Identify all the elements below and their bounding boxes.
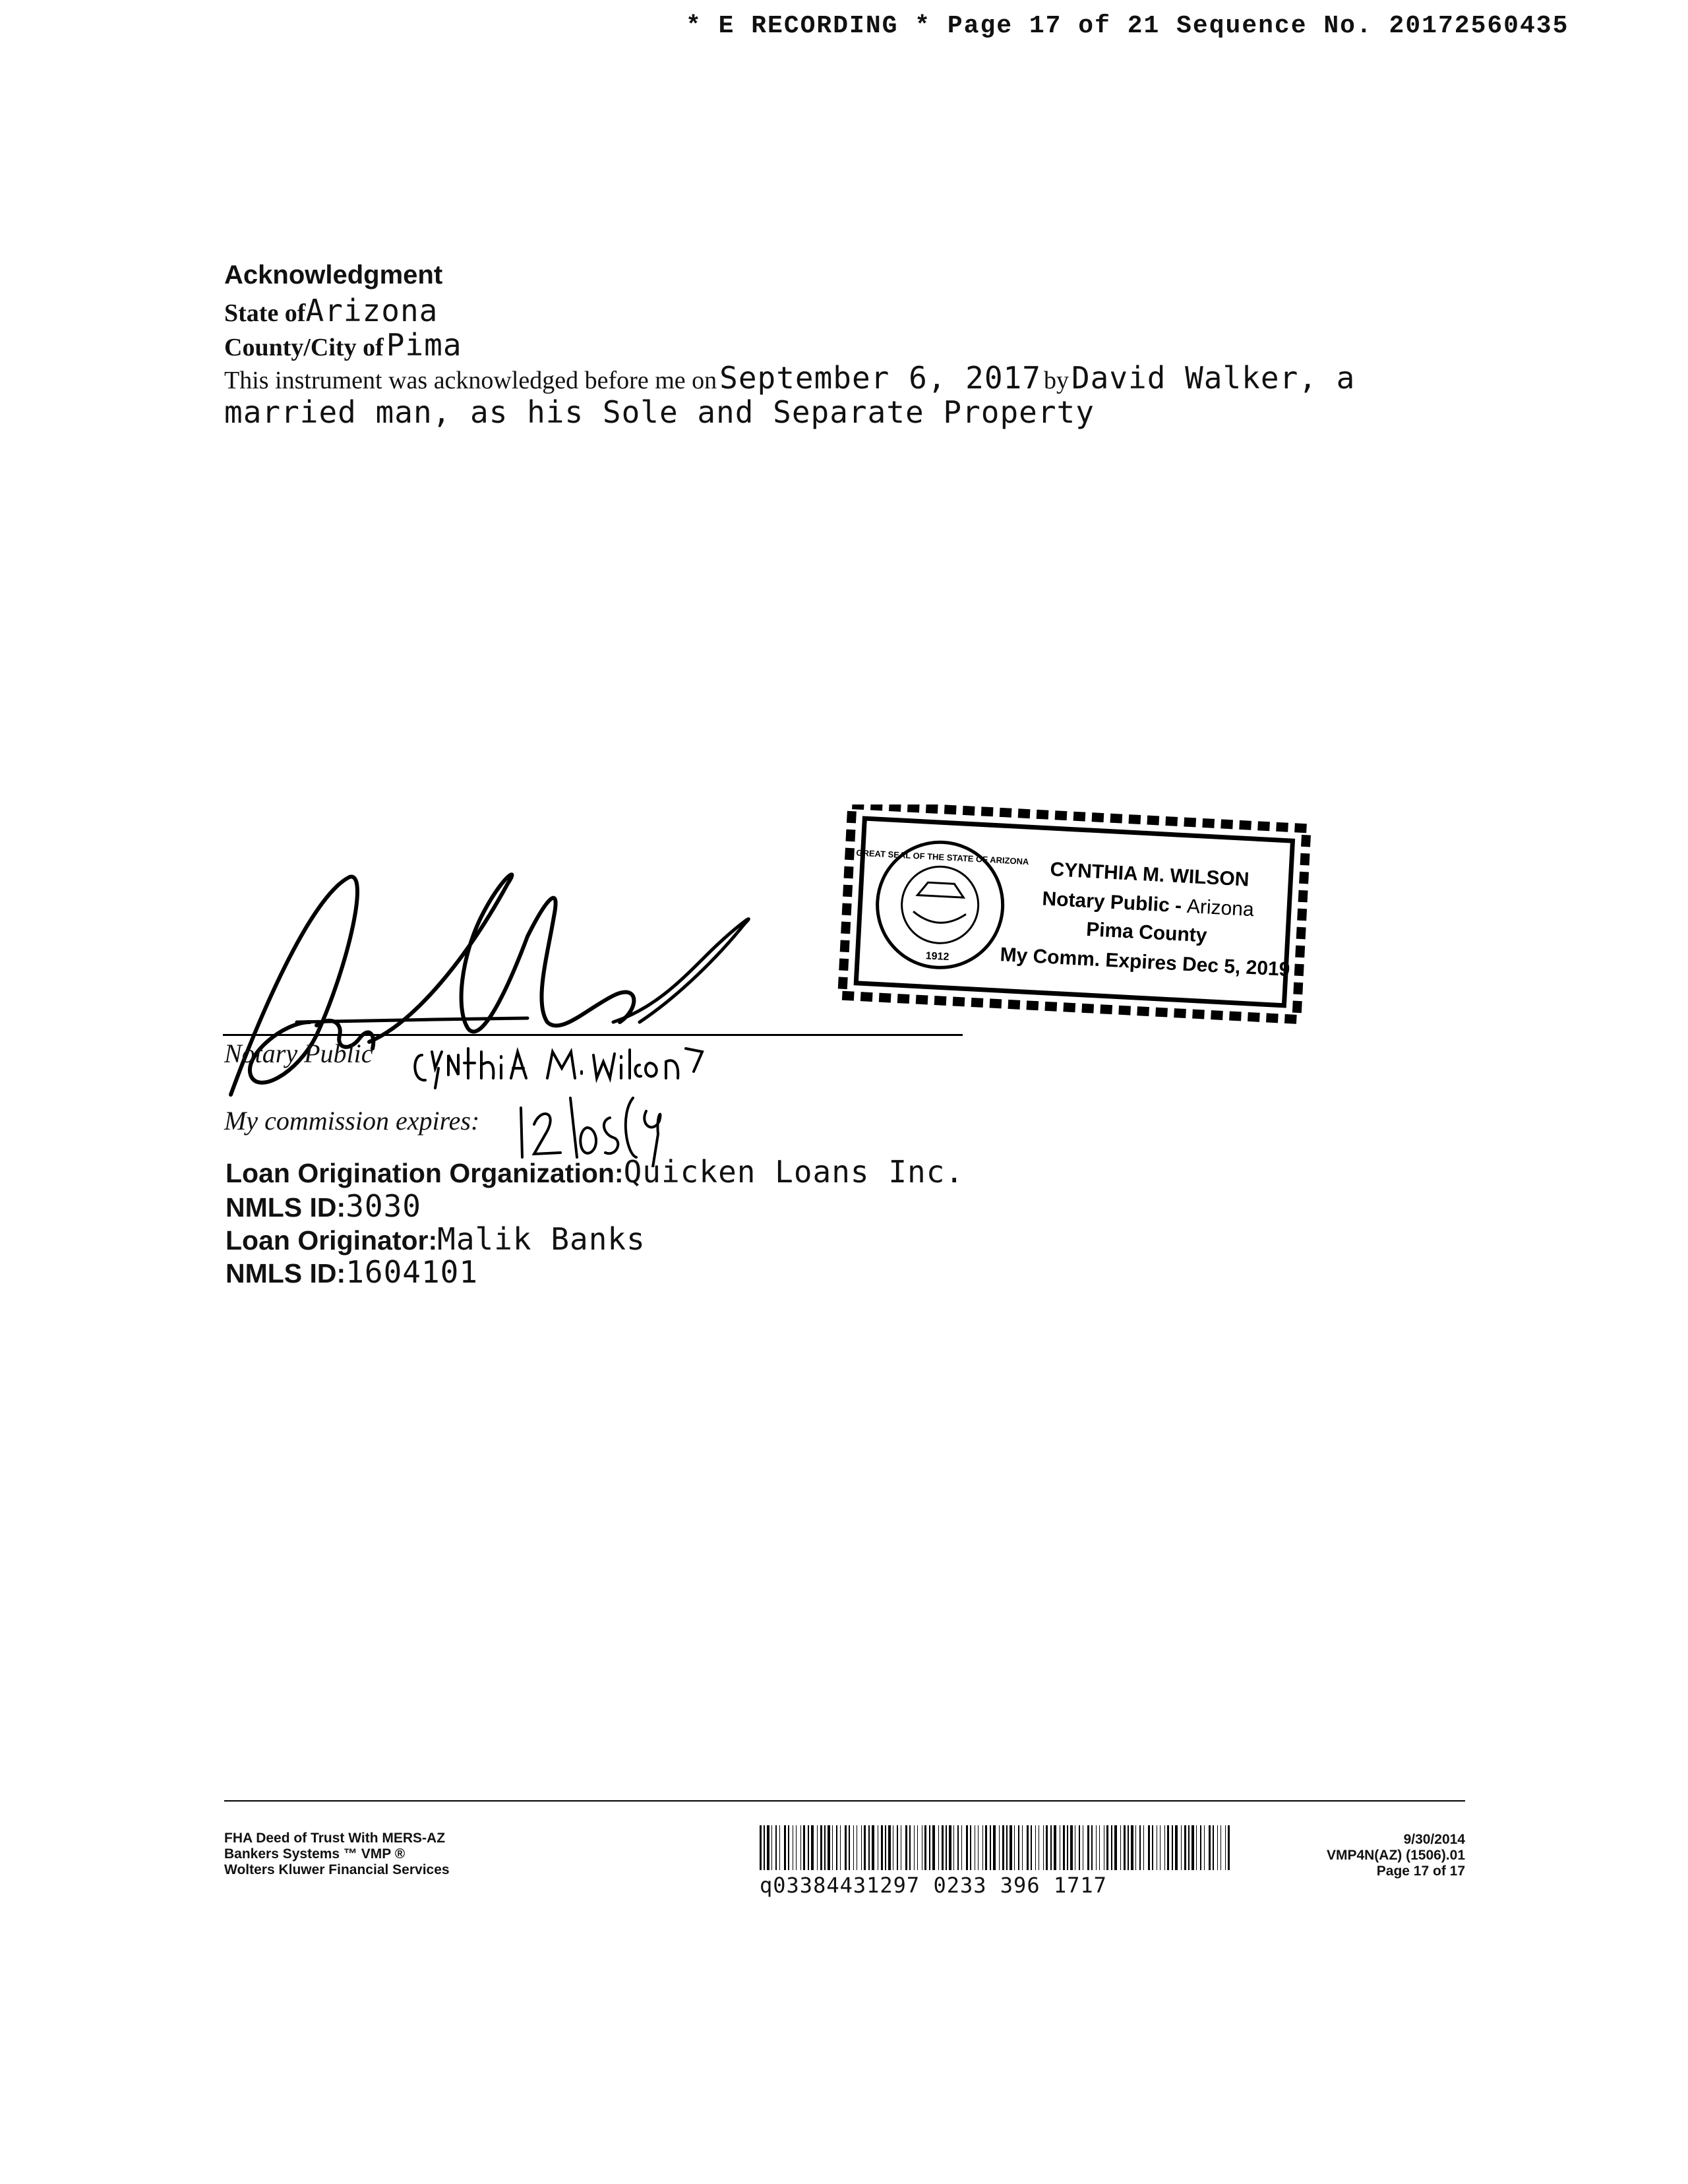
stamp-name: CYNTHIA M. WILSON	[1049, 858, 1250, 891]
loan-originator-label: Loan Originator:	[226, 1225, 438, 1256]
footer-page-number: Page 17 of 17	[1376, 1864, 1465, 1879]
originator-nmls-row	[226, 1254, 478, 1290]
county-row	[224, 327, 462, 363]
acknowledgment-date: September 6, 2017	[719, 360, 1041, 396]
originator-nmls-value: 1604101	[346, 1254, 479, 1290]
stamp-county: Pima County	[1085, 918, 1208, 947]
county-value: Pima	[386, 327, 462, 363]
state-row	[224, 293, 438, 328]
loan-org-row	[226, 1154, 964, 1190]
barcode-number: q03384431297 0233 396 1717	[760, 1873, 1107, 1898]
acknowledgment-title: Acknowledgment	[224, 260, 443, 289]
footer-form-code: VMP4N(AZ) (1506).01	[1326, 1848, 1465, 1863]
footer-rule	[224, 1800, 1465, 1802]
svg-text:GREAT SEAL OF THE STATE OF ARI: GREAT SEAL OF THE STATE OF ARIZONA	[856, 847, 1029, 867]
state-label: State of	[224, 299, 306, 327]
commission-expires-label: My commission expires:	[224, 1106, 480, 1136]
org-nmls-value: 3030	[346, 1188, 421, 1224]
loan-originator-value: Malik Banks	[437, 1221, 646, 1257]
party-value-line1: David Walker, a	[1071, 360, 1356, 396]
footer-vendor: Bankers Systems ™ VMP ®	[224, 1846, 406, 1862]
org-nmls-row	[226, 1188, 421, 1224]
recording-header: * E RECORDING * Page 17 of 21 Sequence No. 20172560435	[686, 12, 1569, 40]
loan-originator-row	[226, 1221, 646, 1257]
footer-form-name: FHA Deed of Trust With MERS-AZ	[224, 1831, 446, 1846]
instrument-row	[224, 360, 1355, 396]
party-value-line2: married man, as his Sole and Separate Property	[224, 394, 1095, 430]
notary-stamp	[837, 804, 1312, 1029]
org-nmls-label: NMLS ID:	[226, 1192, 346, 1223]
footer-form-date: 9/30/2014	[1403, 1832, 1465, 1847]
notary-public-label: Notary Public	[224, 1039, 373, 1068]
instrument-label: This instrument was acknowledged before me on	[224, 367, 717, 394]
stamp-title: Notary Public - Arizona	[1041, 888, 1255, 921]
footer-publisher: Wolters Kluwer Financial Services	[224, 1862, 450, 1877]
originator-nmls-label: NMLS ID:	[226, 1258, 346, 1289]
loan-org-label: Loan Origination Organization:	[226, 1158, 624, 1188]
by-label: by	[1043, 367, 1069, 394]
loan-org-value: Quicken Loans Inc.	[623, 1154, 965, 1190]
barcode-icon	[760, 1825, 1234, 1870]
svg-text:1912: 1912	[925, 950, 950, 963]
state-value: Arizona	[305, 293, 438, 328]
stamp-expiry: My Comm. Expires Dec 5, 2019	[999, 944, 1291, 981]
handwritten-name-and-expiry	[409, 1035, 818, 1167]
county-label: County/City of	[224, 334, 384, 361]
